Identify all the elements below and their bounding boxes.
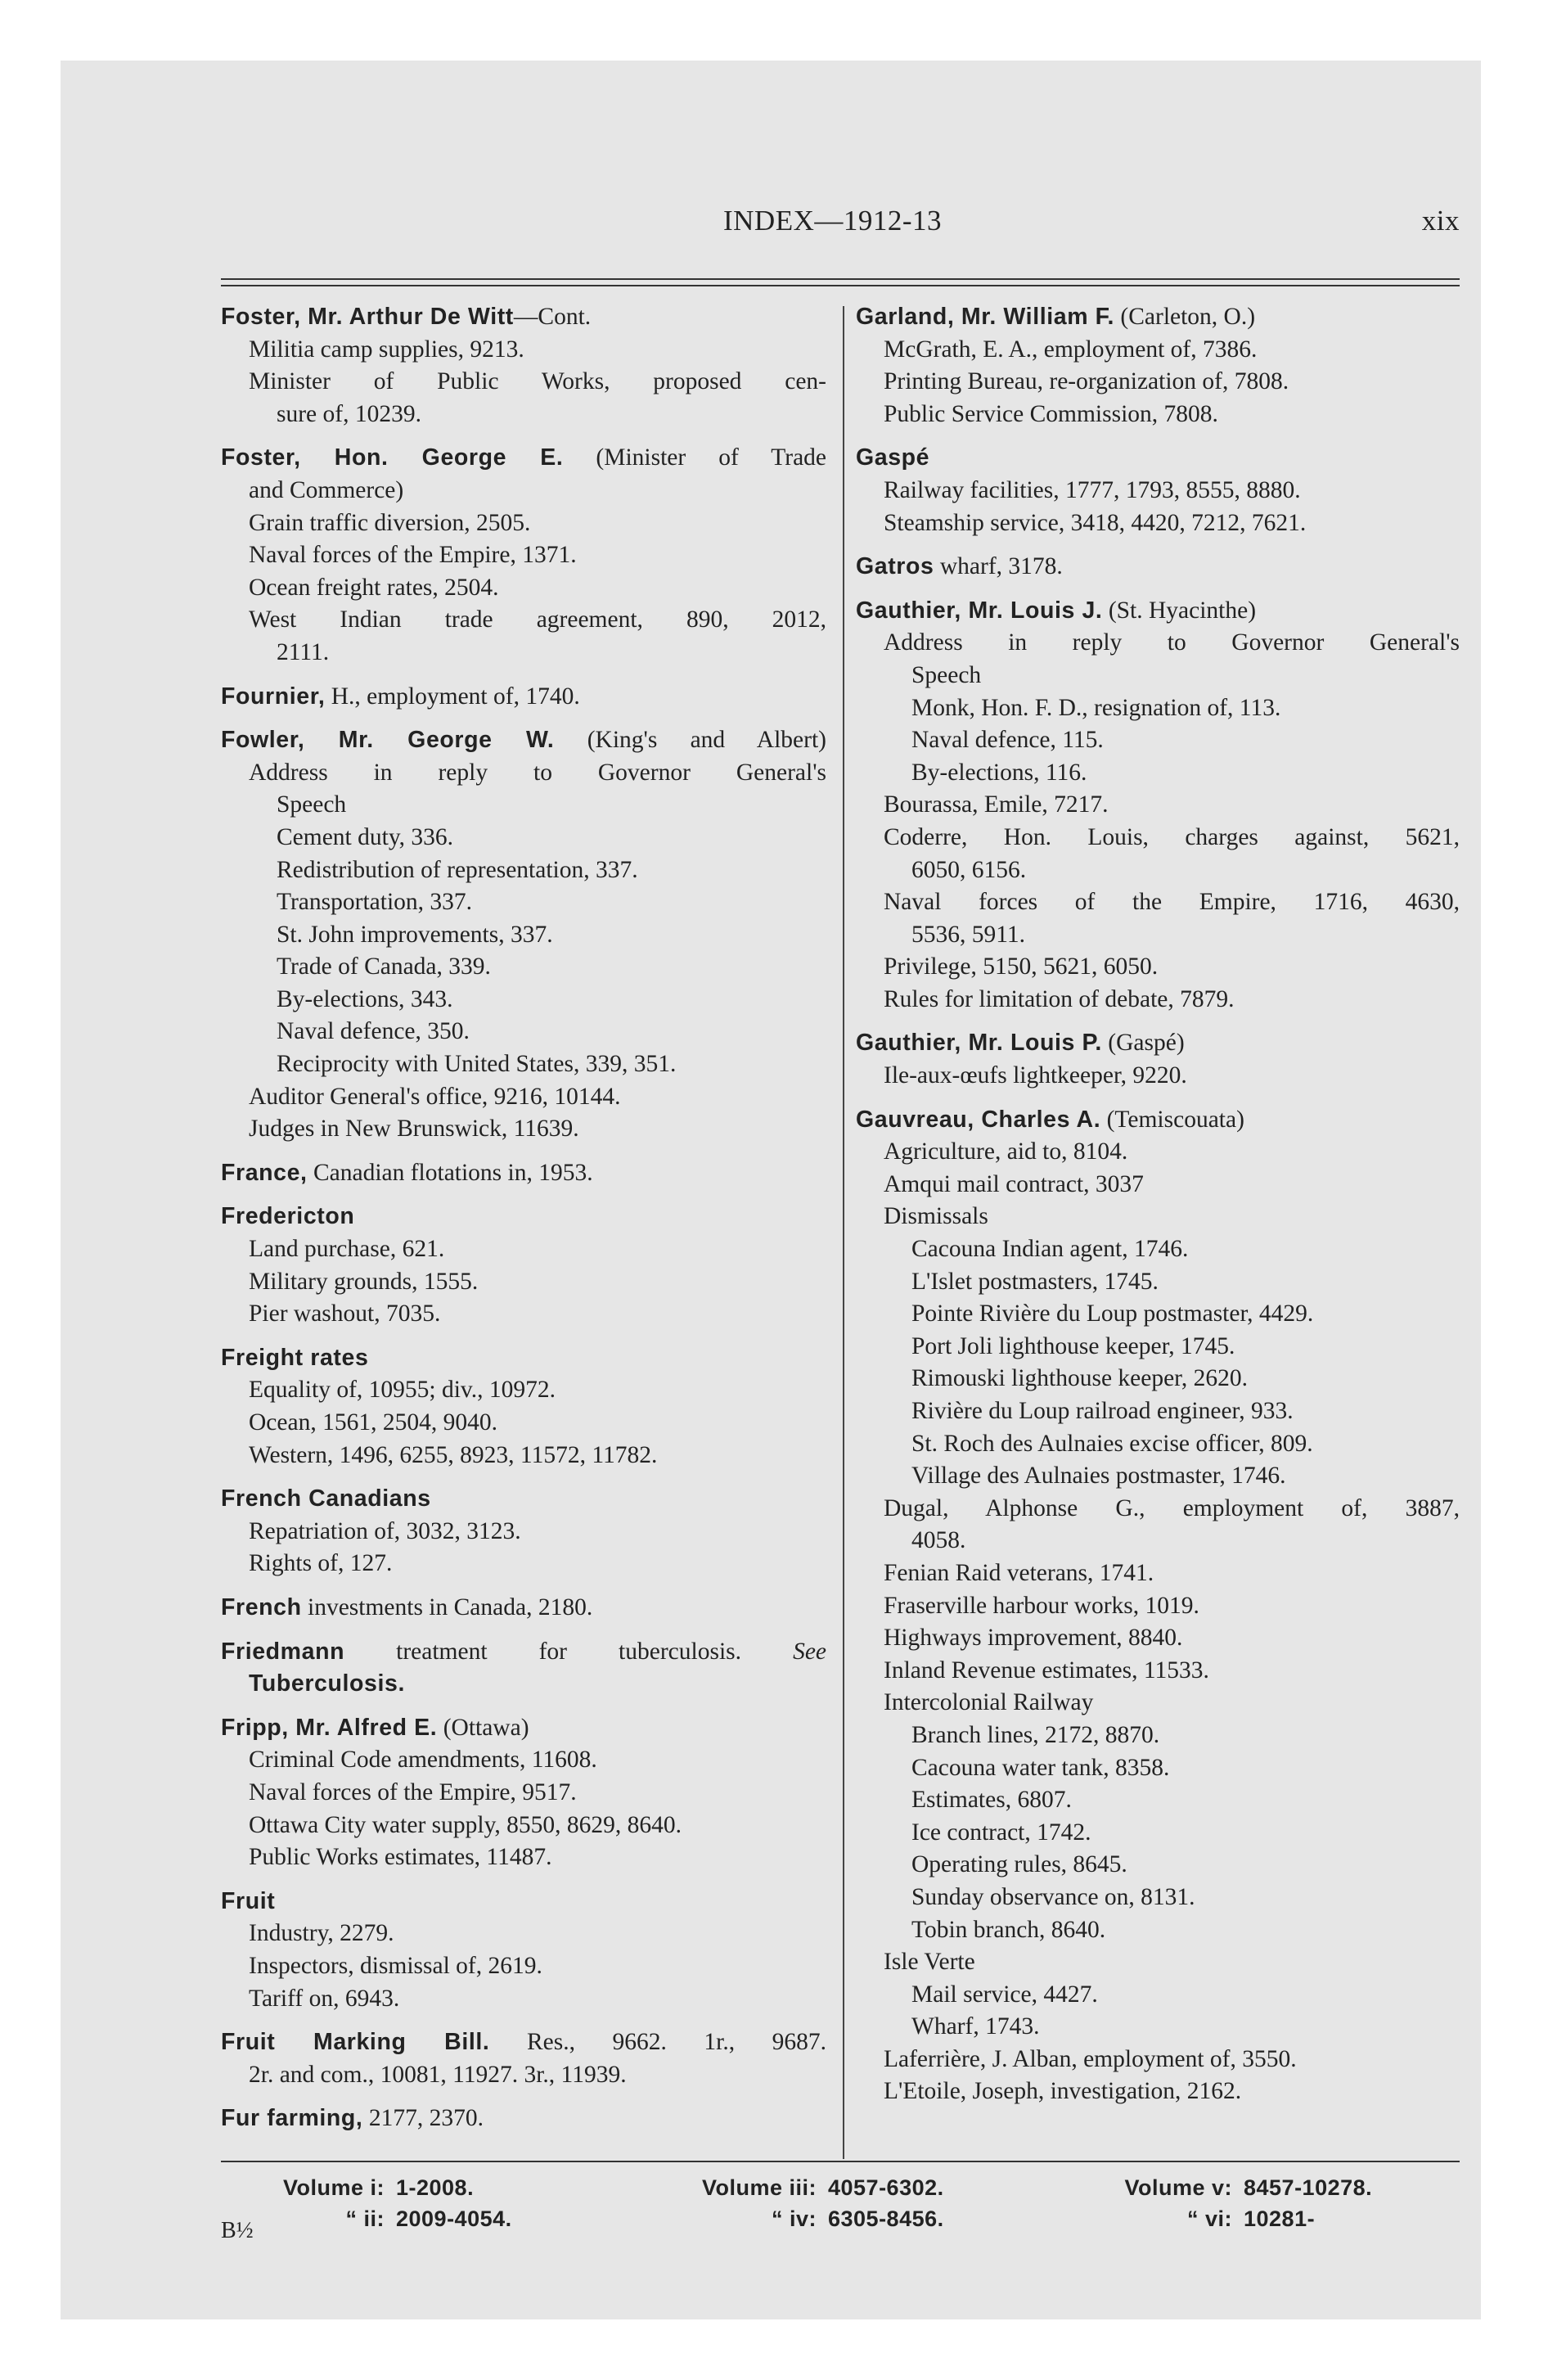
entry-heading-tail: (King's and Albert) [587,727,826,754]
entry-heading: Fur farming, [221,2105,363,2132]
entry-item: Dugal, Alphonse G., employment of, 3887, [884,1494,1460,1521]
entry-item: Public Service Commission, 7808. [884,400,1218,427]
index-entry-gaspe [856,442,1460,539]
volume-range: 6305-8456. [828,2206,944,2231]
volume-label: “ iv: [771,2206,817,2231]
entry-item: McGrath, E. A., employment of, 7386. [884,336,1258,363]
entry-heading-cont: and Commerce) [249,476,404,503]
entry-subitem: Ice contract, 1742. [911,1819,1091,1846]
entry-item: Western, 1496, 6255, 8923, 11572, 11782. [249,1441,658,1468]
entry-heading: Fredericton [221,1203,355,1230]
entry-subitem: Trade of Canada, 339. [277,953,491,980]
entry-item-cont: Speech [277,791,347,818]
entry-item-cont: Speech [911,661,982,688]
entry-heading-tail: Canadian flotations in, 1953. [313,1159,593,1186]
entry-item: Ile-aux-œufs lightkeeper, 9220. [884,1062,1187,1089]
page-number: xix [1421,205,1460,237]
entry-heading: French [221,1593,302,1620]
entry-item: Dismissals [884,1203,988,1230]
entry-item: Tariff on, 6943. [249,1985,400,2012]
entry-item: Coderre, Hon. Louis, charges against, 5621, [884,823,1460,850]
entry-subitem: St. John improvements, 337. [277,921,553,948]
volume-group-1 [221,2172,512,2234]
volume-group-3 [1069,2172,1372,2234]
index-entry-gatros [856,551,1460,584]
entry-heading-tail: wharf, 3178. [939,553,1063,580]
entry-item: Ocean, 1561, 2504, 9040. [249,1409,497,1436]
index-entry-french-canadians [221,1483,826,1580]
entry-subitem: Monk, Hon. F. D., resignation of, 113. [911,694,1281,721]
index-entry-friedmann [221,1636,826,1701]
entry-subitem: Reciprocity with United States, 339, 351. [277,1051,677,1078]
entry-item: Public Works estimates, 11487. [249,1844,552,1871]
entry-heading: Gaspé [856,444,930,471]
running-title: INDEX—1912-13 [723,205,943,237]
entry-subitem: By-elections, 343. [277,985,453,1012]
entry-item: Intercolonial Railway [884,1689,1094,1716]
index-entry-foster-george [221,442,826,669]
entry-subitem: L'Islet postmasters, 1745. [911,1268,1159,1295]
entry-subitem: Tobin branch, 8640. [911,1916,1106,1943]
entry-item: Laferrière, J. Alban, employment of, 3550. [884,2045,1297,2072]
entry-heading: Fruit [221,1887,276,1914]
entry-item: Fenian Raid veterans, 1741. [884,1559,1154,1586]
entry-item: Agriculture, aid to, 8104. [884,1138,1128,1165]
volume-key-footer [221,2161,1460,2261]
entry-heading-tail: (Ottawa) [443,1714,529,1741]
index-entry-gauthier-louis-j [856,595,1460,1016]
entry-item: Industry, 2279. [249,1920,394,1947]
entry-item-cont: 6050, 6156. [911,856,1027,883]
entry-subitem: Operating rules, 8645. [911,1851,1127,1878]
index-entry-fur-farming [221,2103,826,2135]
entry-item: Minister of Public Works, proposed cen- [249,368,826,395]
entry-heading: Gauthier, Mr. Louis P. [856,1030,1102,1057]
entry-item-cont: 5536, 5911. [911,921,1026,948]
index-entry-gauthier-louis-p [856,1027,1460,1092]
volume-range: 8457-10278. [1244,2175,1373,2200]
entry-subitem: Mail service, 4427. [911,1981,1098,2008]
entry-item: Railway facilities, 1777, 1793, 8555, 8880. [884,476,1301,503]
printer-signature-mark: B½ [221,2218,254,2243]
entry-subitem: Cacouna water tank, 8358. [911,1754,1170,1781]
entry-item: Address in reply to Governor General's [249,759,826,786]
volume-label: Volume v: [1124,2175,1232,2200]
index-entry-freight-rates [221,1342,826,1472]
index-page [221,205,1460,2243]
entry-heading: Freight rates [221,1344,369,1371]
entry-item: Naval forces of the Empire, 1716, 4630, [884,889,1460,916]
volume-label: “ ii: [345,2206,385,2231]
index-entry-france [221,1157,826,1190]
index-entry-foster-arthur [221,301,826,430]
entry-subitem: Cacouna Indian agent, 1746. [911,1236,1189,1263]
entry-heading: French Canadians [221,1485,431,1512]
page-header [221,205,1460,246]
entry-heading: France, [221,1159,308,1186]
entry-heading: Fournier, [221,683,326,710]
index-columns [221,301,1460,2161]
entry-item: Inspectors, dismissal of, 2619. [249,1952,542,1979]
entry-item: Highways improvement, 8840. [884,1625,1183,1652]
entry-item: Military grounds, 1555. [249,1268,479,1295]
entry-heading-tail: (St. Hyacinthe) [1108,597,1257,624]
volume-label: Volume i: [282,2175,385,2200]
volume-range: 10281- [1244,2206,1316,2231]
index-entry-fruit-marking-bill [221,2026,826,2091]
entry-heading: Garland, Mr. William F. [856,304,1115,330]
entry-item: Criminal Code amendments, 11608. [249,1747,597,1774]
entry-item: West Indian trade agreement, 890, 2012, [249,606,826,633]
entry-subitem: Pointe Rivière du Loup postmaster, 4429. [911,1300,1314,1327]
entry-item: Pier washout, 7035. [249,1300,441,1327]
entry-heading-tail: Res., 9662. 1r., 9687. [526,2029,827,2056]
index-entry-fruit [221,1886,826,2015]
entry-subitem: By-elections, 116. [911,759,1087,786]
volume-range: 2009-4054. [396,2206,512,2231]
entry-item: Privilege, 5150, 5621, 6050. [884,953,1159,980]
cross-reference-target: Tuberculosis. [249,1670,405,1697]
entry-item: Equality of, 10955; div., 10972. [249,1377,556,1404]
see-reference-label: See [793,1638,826,1665]
entry-item: Inland Revenue estimates, 11533. [884,1657,1209,1684]
entry-heading: Fowler, Mr. George W. [221,727,555,754]
entry-heading: Foster, Hon. George E. [221,444,564,471]
index-entry-fournier [221,681,826,714]
entry-subitem: Port Joli lighthouse keeper, 1745. [911,1332,1235,1359]
entry-item-cont: 2r. and com., 10081, 11927. 3r., 11939. [249,2061,627,2088]
entry-subitem: Village des Aulnaies postmaster, 1746. [911,1463,1286,1490]
entry-item: Isle Verte [884,1949,975,1976]
entry-heading: Gatros [856,553,934,580]
entry-item: Judges in New Brunswick, 11639. [249,1116,579,1143]
entry-subitem: Transportation, 337. [277,889,473,916]
volume-label: Volume iii: [701,2175,817,2200]
entry-item: Naval forces of the Empire, 1371. [249,542,577,569]
entry-heading: Foster, Mr. Arthur De Witt [221,304,514,330]
entry-item: Address in reply to Governor General's [884,629,1460,656]
scanned-page-background [61,61,1481,2319]
entry-item: Naval forces of the Empire, 9517. [249,1778,577,1805]
entry-item: Amqui mail contract, 3037 [884,1170,1144,1197]
entry-heading: Fruit Marking Bill. [221,2029,490,2056]
entry-item: Steamship service, 3418, 4420, 7212, 7621. [884,509,1307,536]
entry-heading-tail: investments in Canada, 2180. [308,1593,593,1620]
entry-subitem: Estimates, 6807. [911,1787,1072,1814]
entry-item: Ocean freight rates, 2504. [249,574,499,601]
entry-item-cont: 2111. [277,638,330,665]
entry-heading-tail: (Carleton, O.) [1120,304,1256,330]
volume-range: 1-2008. [396,2175,475,2200]
entry-item: Printing Bureau, re-organization of, 7808. [884,368,1289,395]
entry-subitem: St. Roch des Aulnaies excise officer, 809. [911,1430,1313,1457]
entry-subitem: Branch lines, 2172, 8870. [911,1721,1160,1748]
entry-item: Rights of, 127. [249,1550,393,1577]
entry-heading-tail: H., employment of, 1740. [331,683,580,710]
entry-item: Grain traffic diversion, 2505. [249,509,531,536]
entry-subitem: Rimouski lighthouse keeper, 2620. [911,1365,1248,1392]
volume-range: 4057-6302. [828,2175,944,2200]
entry-heading: Fripp, Mr. Alfred E. [221,1714,438,1741]
entry-item: Auditor General's office, 9216, 10144. [249,1083,621,1110]
entry-subitem: Wharf, 1743. [911,2013,1040,2040]
entry-heading-tail: treatment for tuberculosis. [396,1638,741,1665]
entry-item: Ottawa City water supply, 8550, 8629, 8640. [249,1811,682,1838]
volume-group-2 [653,2172,944,2234]
volume-label: “ vi: [1186,2206,1232,2231]
entry-heading-tail: —Cont. [513,304,592,330]
entry-item-cont: 4058. [911,1527,966,1554]
entry-item: Rules for limitation of debate, 7879. [884,985,1235,1012]
entry-heading-tail: (Temiscouata) [1106,1106,1244,1133]
entry-subitem: Redistribution of representation, 337. [277,856,638,883]
index-entry-gauvreau [856,1104,1460,2108]
entry-heading: Gauthier, Mr. Louis J. [856,597,1103,624]
header-double-rule [221,278,1460,286]
entry-subitem: Naval defence, 350. [277,1018,470,1045]
entry-subitem: Sunday observance on, 8131. [911,1883,1195,1910]
entry-item: Fraserville harbour works, 1019. [884,1592,1199,1619]
entry-subitem: Rivière du Loup railroad engineer, 933. [911,1398,1294,1424]
entry-subitem: Naval defence, 115. [911,727,1104,754]
entry-heading-tail: (Minister of Trade [596,444,827,471]
entry-item: Militia camp supplies, 9213. [249,336,524,363]
index-entry-fowler [221,724,826,1146]
left-column [221,301,826,2147]
entry-subitem: Cement duty, 336. [277,823,454,850]
entry-heading-tail: 2177, 2370. [368,2105,484,2132]
entry-heading: Gauvreau, Charles A. [856,1106,1101,1133]
entry-item: Bourassa, Emile, 7217. [884,791,1109,818]
entry-item-cont: sure of, 10239. [277,400,421,427]
right-column [856,301,1460,2120]
index-entry-french-investments [221,1592,826,1625]
column-divider [843,306,844,2159]
entry-item: Repatriation of, 3032, 3123. [249,1517,521,1544]
entry-heading: Friedmann [221,1638,345,1665]
index-entry-garland [856,301,1460,430]
index-entry-fredericton [221,1201,826,1330]
index-entry-fripp [221,1712,826,1874]
entry-item: Land purchase, 621. [249,1236,445,1263]
entry-item: L'Etoile, Joseph, investigation, 2162. [884,2078,1242,2105]
entry-heading-tail: (Gaspé) [1108,1030,1185,1057]
